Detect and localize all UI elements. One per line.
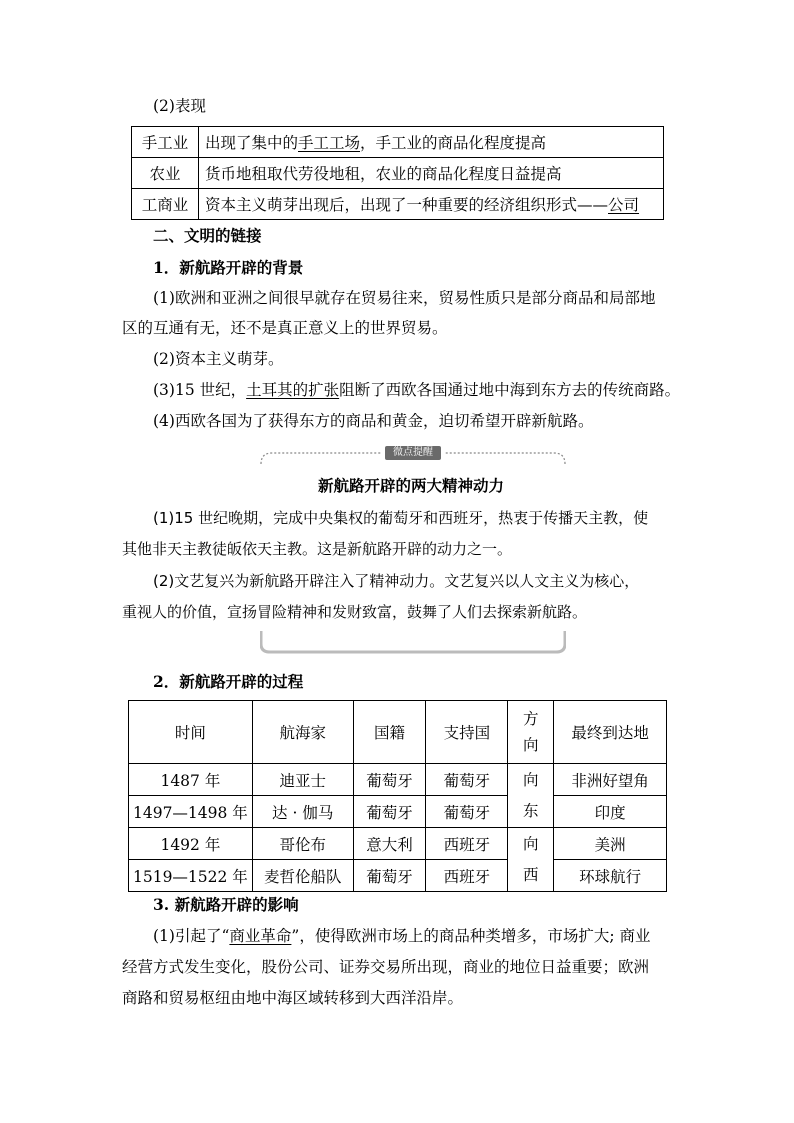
- paragraph-line: 区的互通有无，还不是真正意义上的世界贸易。: [122, 319, 448, 337]
- sponsor-cell: 西班牙: [426, 860, 508, 892]
- nationality-cell: 意大利: [353, 828, 426, 860]
- section-title-civilization: 二、文明的链接: [153, 226, 262, 245]
- table-row: [132, 158, 664, 189]
- tip-box-bottom-frame: [260, 630, 566, 654]
- header-sponsor: 支持国: [426, 701, 508, 764]
- paragraph-line: (3)15 世纪，土耳其的扩张阻断了西欧各国通过地中海到东方去的传统商路。: [153, 381, 681, 399]
- nationality-cell: 葡萄牙: [353, 796, 426, 828]
- table-row: [129, 860, 667, 892]
- paragraph-line: (1)引起了“商业革命”，使得欧洲市场上的商品种类增多，市场扩大; 商业: [153, 927, 651, 945]
- paragraph-line: 商路和贸易枢纽由地中海区域转移到大西洋沿岸。: [122, 989, 464, 1007]
- description-cell: 资本主义萌芽出现后，出现了一种重要的经济组织形式——公司: [199, 189, 664, 220]
- tip-paragraph-line: (1)15 世纪晚期，完成中央集权的葡萄牙和西班牙，热衷于传播天主教，使: [153, 509, 649, 527]
- table-row: [129, 764, 667, 796]
- tip-label-badge: 微点提醒: [385, 446, 441, 460]
- tip-paragraph-line: 其他非天主教徒皈依天主教。这是新航路开辟的动力之一。: [122, 540, 513, 558]
- navigator-cell: 达 · 伽马: [252, 796, 353, 828]
- voyages-table: [128, 700, 667, 892]
- time-cell: 1519—1522 年: [129, 860, 253, 892]
- description-cell: 出现了集中的手工工场，手工业的商品化程度提高: [199, 127, 664, 158]
- table-row: [129, 796, 667, 828]
- time-cell: 1492 年: [129, 828, 253, 860]
- paragraph-line: (4)西欧各国为了获得东方的商品和黄金，迫切希望开辟新航路。: [153, 412, 594, 430]
- category-cell: 手工业: [132, 127, 199, 158]
- subsection-title-impact: 3. 新航路开辟的影响: [153, 895, 299, 914]
- direction-cell: 向 西: [508, 828, 554, 892]
- paragraph-line: (1)欧洲和亚洲之间很早就存在贸易往来，贸易性质只是部分商品和局部地: [153, 289, 656, 307]
- tip-title: 新航路开辟的两大精神动力: [318, 476, 505, 495]
- header-navigator: 航海家: [252, 701, 353, 764]
- nationality-cell: 葡萄牙: [353, 764, 426, 796]
- sponsor-cell: 葡萄牙: [426, 796, 508, 828]
- header-destination: 最终到达地: [554, 701, 667, 764]
- subsection-title-background: 1．新航路开辟的背景: [153, 258, 304, 277]
- header-time: 时间: [129, 701, 253, 764]
- navigator-cell: 麦哲伦船队: [252, 860, 353, 892]
- destination-cell: 环球航行: [554, 860, 667, 892]
- sponsor-cell: 葡萄牙: [426, 764, 508, 796]
- direction-cell: 向 东: [508, 764, 554, 828]
- paragraph-line: 经营方式发生变化，股份公司、证券交易所出现，商业的地位日益重要；欧洲: [122, 958, 650, 976]
- tip-paragraph-line: 重视人的价值，宣扬冒险精神和发财致富，鼓舞了人们去探索新航路。: [122, 603, 588, 621]
- table-row: [129, 828, 667, 860]
- tip-box-top-frame: [260, 446, 566, 466]
- subsection-title-process: 2．新航路开辟的过程: [153, 672, 304, 691]
- destination-cell: 印度: [554, 796, 667, 828]
- category-cell: 工商业: [132, 189, 199, 220]
- navigator-cell: 迪亚士: [252, 764, 353, 796]
- time-cell: 1497—1498 年: [129, 796, 253, 828]
- table-row: [132, 127, 664, 158]
- category-cell: 农业: [132, 158, 199, 189]
- description-cell: 货币地租取代劳役地租，农业的商品化程度日益提高: [199, 158, 664, 189]
- destination-cell: 非洲好望角: [554, 764, 667, 796]
- nationality-cell: 葡萄牙: [353, 860, 426, 892]
- table-header-row: [129, 701, 667, 764]
- header-nationality: 国籍: [353, 701, 426, 764]
- tip-paragraph-line: (2)文艺复兴为新航路开辟注入了精神动力。文艺复兴以人文主义为核心，: [153, 572, 640, 590]
- sponsor-cell: 西班牙: [426, 828, 508, 860]
- header-direction: 方 向: [508, 701, 554, 764]
- economy-table: [131, 126, 664, 220]
- destination-cell: 美洲: [554, 828, 667, 860]
- time-cell: 1487 年: [129, 764, 253, 796]
- section-heading-performance: (2)表现: [153, 97, 206, 115]
- paragraph-line: (2)资本主义萌芽。: [153, 350, 284, 368]
- navigator-cell: 哥伦布: [252, 828, 353, 860]
- table-row: [132, 189, 664, 220]
